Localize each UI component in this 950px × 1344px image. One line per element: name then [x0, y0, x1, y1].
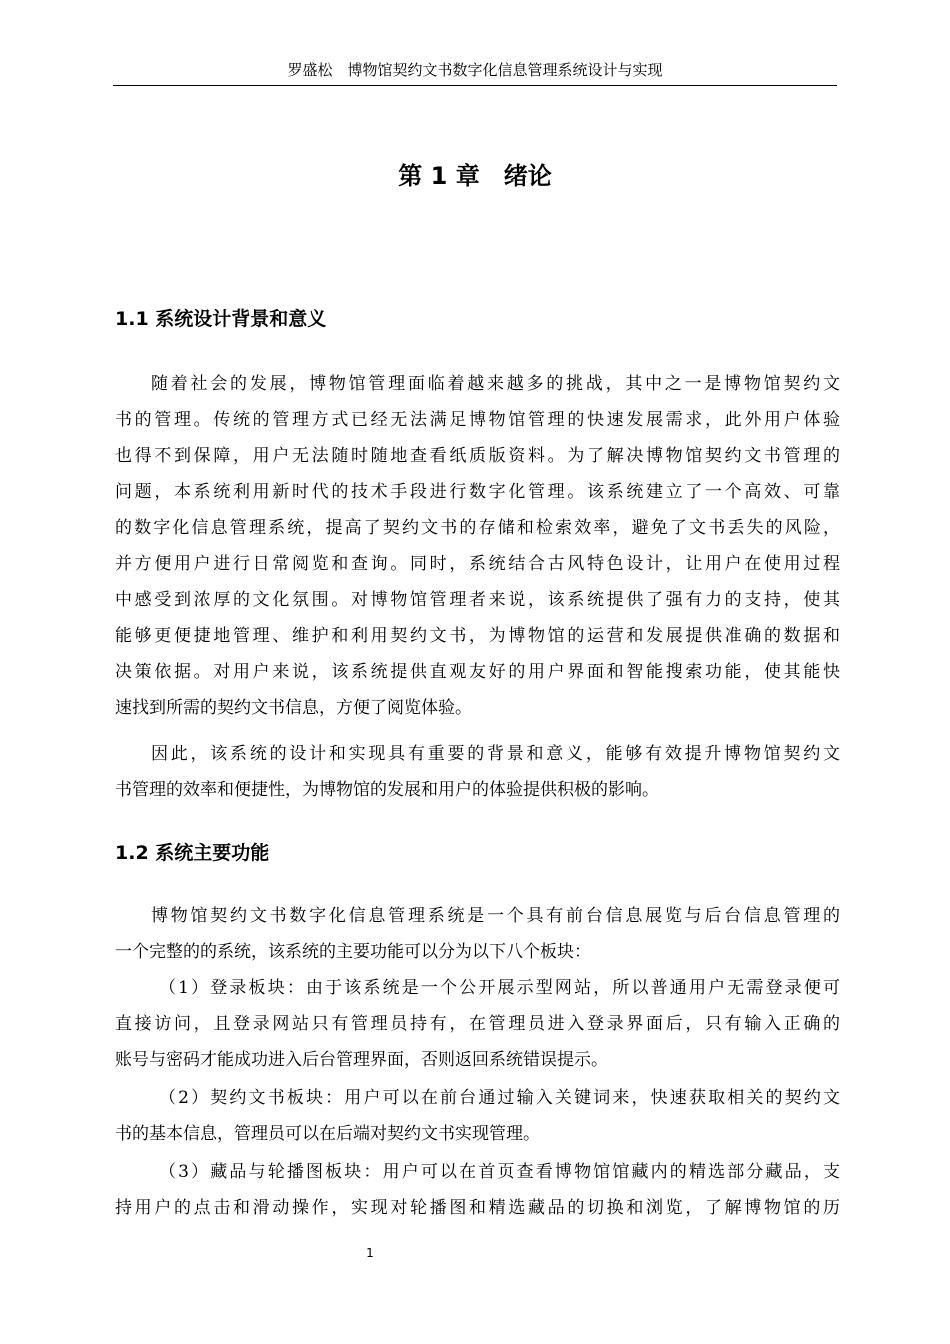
text-line: （2）契约文书板块：用户可以在前台通过输入关键词来，快速获取相关的契约文: [159, 1088, 840, 1108]
text-line: 中感受到浓厚的文化氛围。对博物馆管理者来说，该系统提供了强有力的支持，使其: [115, 590, 840, 610]
text-line: 书的基本信息，管理员可以在后端对契约文书实现管理。: [115, 1124, 540, 1144]
text-line: 博物馆契约文书数字化信息管理系统是一个具有前台信息展览与后台信息管理的: [151, 906, 840, 926]
section-1-1-paragraph-2: [115, 736, 840, 808]
text-line: 问题，本系统利用新时代的技术手段进行数字化管理。该系统建立了一个高效、可靠: [115, 482, 840, 502]
feature-item-3: [115, 1154, 840, 1226]
text-line: （1）登录板块：由于该系统是一个公开展示型网站，所以普通用户无需登录便可: [159, 978, 840, 998]
text-line: 因此，该系统的设计和实现具有重要的背景和意义，能够有效提升博物馆契约文: [151, 744, 840, 764]
section-1-2-paragraph-1: [115, 898, 840, 970]
text-line: 并方便用户进行日常阅览和查询。同时，系统结合古风特色设计，让用户在使用过程: [115, 554, 840, 574]
text-line: 直接访问，且登录网站只有管理员持有，在管理员进入登录界面后，只有输入正确的: [115, 1014, 840, 1034]
section-1-1-paragraph-1: [115, 366, 840, 726]
running-header: 罗盛松 博物馆契约文书数字化信息管理系统设计与实现: [113, 60, 837, 86]
text-line: 也得不到保障，用户无法随时随地查看纸质版资料。为了解决博物馆契约文书管理的: [115, 446, 840, 466]
feature-item-2: [115, 1080, 840, 1152]
feature-item-1: [115, 970, 840, 1078]
section-title-1-2: 1.2 系统主要功能: [115, 842, 270, 864]
text-line: 账号与密码才能成功进入后台管理界面，否则返回系统错误提示。: [115, 1050, 608, 1070]
text-line: 决策依据。对用户来说，该系统提供直观友好的用户界面和智能搜索功能，使其能快: [115, 662, 840, 682]
text-line: 的数字化信息管理系统，提高了契约文书的存储和检索效率，避免了文书丢失的风险，: [115, 518, 840, 538]
text-line: 书管理的效率和便捷性，为博物馆的发展和用户的体验提供积极的影响。: [115, 780, 659, 800]
text-line: 一个完整的的系统，该系统的主要功能可以分为以下八个板块：: [115, 942, 591, 962]
text-line: 能够更便捷地管理、维护和利用契约文书，为博物馆的运营和发展提供准确的数据和: [115, 626, 840, 646]
text-line: 持用户的点击和滑动操作，实现对轮播图和精选藏品的切换和浏览，了解博物馆的历: [115, 1198, 840, 1218]
chapter-title: 第 1 章 绪论: [398, 162, 552, 190]
text-line: 随着社会的发展，博物馆管理面临着越来越多的挑战，其中之一是博物馆契约文: [151, 374, 840, 394]
page-number: 1: [366, 1246, 374, 1260]
section-title-1-1: 1.1 系统设计背景和意义: [115, 308, 327, 330]
text-line: 速找到所需的契约文书信息，方便了阅览体验。: [115, 698, 472, 718]
text-line: （3）藏品与轮播图板块：用户可以在首页查看博物馆馆藏内的精选部分藏品，支: [159, 1162, 840, 1182]
text-line: 书的管理。传统的管理方式已经无法满足博物馆管理的快速发展需求，此外用户体验: [115, 410, 840, 430]
